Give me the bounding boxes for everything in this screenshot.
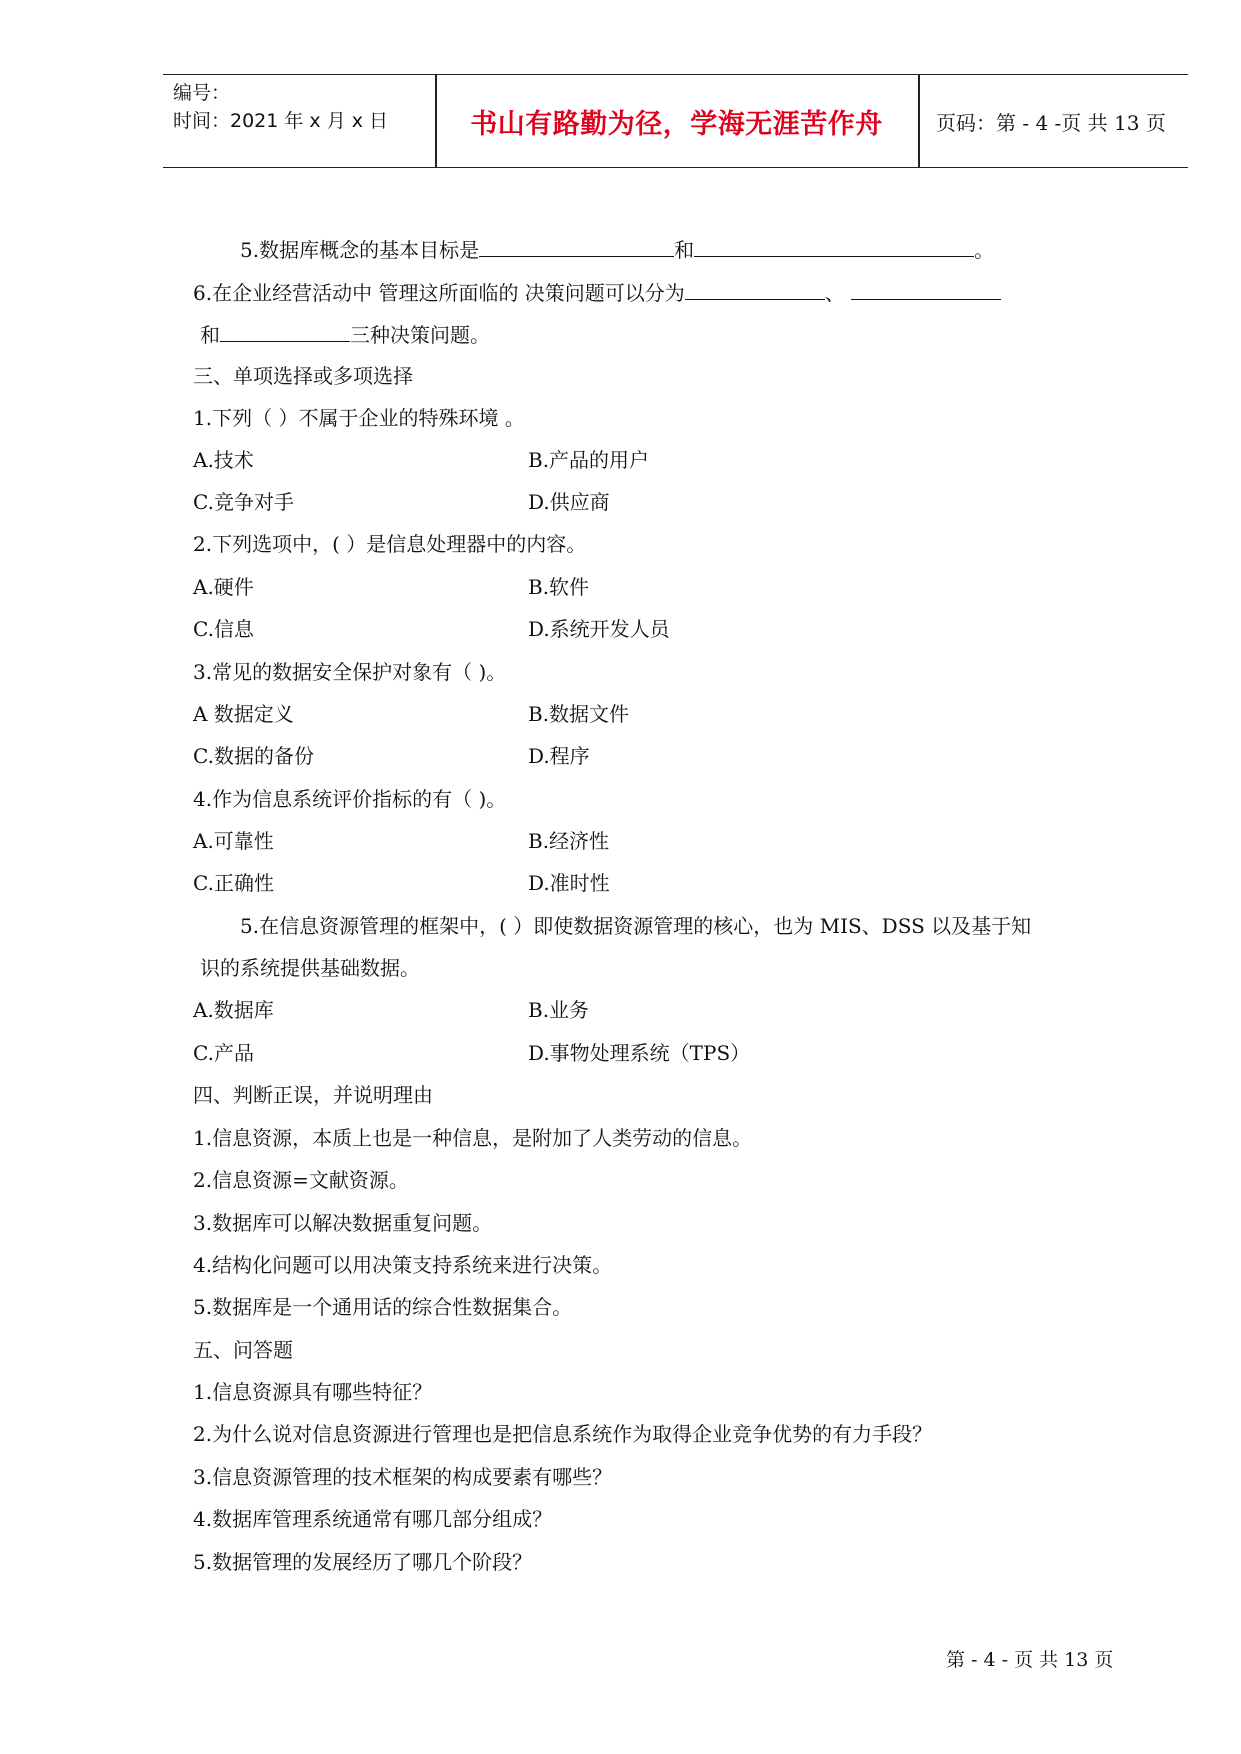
question-3-options-cd: [193, 742, 590, 770]
question-2-options-ab: [193, 573, 590, 601]
option-d[interactable]: D.事物处理系统（TPS）: [528, 1041, 751, 1065]
option-d[interactable]: D.供应商: [528, 490, 610, 514]
essay-item: 1.信息资源具有哪些特征？: [193, 1380, 433, 1404]
question-5-options-ab: [193, 996, 590, 1024]
option-b[interactable]: B.经济性: [528, 829, 610, 853]
question-5-stem: 5.在信息资源管理的框架中，( ）即使数据资源管理的核心，也为 MIS、DSS 以及基于知: [240, 914, 1032, 938]
question-4-options-cd: [193, 869, 610, 897]
question-5-options-cd: [193, 1039, 751, 1067]
judge-item: 3.数据库可以解决数据重复问题。: [193, 1211, 493, 1235]
option-b[interactable]: B.软件: [528, 575, 590, 599]
option-d[interactable]: D.准时性: [528, 871, 610, 895]
option-a[interactable]: A.数据库: [193, 998, 274, 1022]
section-3-title: 三、单项选择或多项选择: [193, 364, 413, 388]
header-page-info: 页码：第 - 4 -页 共 13 页: [936, 110, 1166, 135]
question-2-options-cd: [193, 615, 670, 643]
question-1-stem: 1.下列（ ）不属于企业的特殊环境 。: [193, 406, 525, 430]
header-time-label: 时间：2021 年 x 月 x 日: [173, 110, 389, 132]
answer-blank[interactable]: [685, 279, 825, 300]
header-motto: 书山有路勤为径，学海无涯苦作舟: [470, 108, 883, 140]
question-1-options-cd: [193, 488, 610, 516]
fill-question-6-cont: [200, 321, 490, 349]
essay-item: 4.数据库管理系统通常有哪几部分组成？: [193, 1507, 553, 1531]
document-header: [163, 74, 1188, 168]
answer-blank[interactable]: [851, 279, 1001, 300]
question-2-stem: 2.下列选项中，( ）是信息处理器中的内容。: [193, 532, 587, 556]
question-4-stem: 4.作为信息系统评价指标的有（ )。: [193, 787, 507, 811]
fill-q5-end: 。: [974, 238, 995, 262]
option-c[interactable]: C.数据的备份: [193, 744, 314, 768]
page-footer: 第 - 4 - 页 共 13 页: [946, 1649, 1114, 1671]
option-c[interactable]: C.竞争对手: [193, 490, 294, 514]
essay-item: 2.为什么说对信息资源进行管理也是把信息系统作为取得企业竞争优势的有力手段？: [193, 1422, 933, 1446]
answer-blank[interactable]: [220, 321, 350, 342]
option-b[interactable]: B.数据文件: [528, 702, 630, 726]
option-b[interactable]: B.业务: [528, 998, 590, 1022]
fill-q6-and: 和: [200, 323, 220, 347]
option-a[interactable]: A.技术: [193, 448, 254, 472]
fill-question-5: [240, 236, 994, 264]
option-a[interactable]: A.硬件: [193, 575, 254, 599]
essay-item: 5.数据管理的发展经历了哪几个阶段？: [193, 1550, 533, 1574]
judge-item: 4.结构化问题可以用决策支持系统来进行决策。: [193, 1253, 613, 1277]
header-number-label: 编号：: [173, 82, 231, 104]
section-4-title: 四、判断正误，并说明理由: [193, 1083, 433, 1107]
option-c[interactable]: C.产品: [193, 1041, 254, 1065]
fill-question-6: [193, 279, 1001, 307]
judge-item: 5.数据库是一个通用话的综合性数据集合。: [193, 1295, 573, 1319]
fill-q5-text: 5.数据库概念的基本目标是: [240, 238, 480, 262]
answer-blank[interactable]: [694, 236, 974, 257]
fill-q5-and: 和: [674, 238, 695, 262]
option-c[interactable]: C.信息: [193, 617, 254, 641]
question-1-options-ab: [193, 446, 650, 474]
option-b[interactable]: B.产品的用户: [528, 448, 650, 472]
option-d[interactable]: D.系统开发人员: [528, 617, 670, 641]
essay-item: 3.信息资源管理的技术框架的构成要素有哪些？: [193, 1465, 613, 1489]
option-a[interactable]: A.可靠性: [193, 829, 274, 853]
answer-blank[interactable]: [479, 236, 674, 257]
fill-q6-text: 6.在企业经营活动中 管理这所面临的 决策问题可以分为: [193, 281, 685, 305]
option-a[interactable]: A 数据定义: [193, 702, 294, 726]
question-4-options-ab: [193, 827, 610, 855]
question-5-stem-cont: 识的系统提供基础数据。: [200, 956, 420, 980]
section-5-title: 五、问答题: [193, 1338, 293, 1362]
judge-item: 1.信息资源，本质上也是一种信息，是附加了人类劳动的信息。: [193, 1126, 753, 1150]
question-3-stem: 3.常见的数据安全保护对象有（ )。: [193, 660, 507, 684]
judge-item: 2.信息资源=文献资源。: [193, 1168, 409, 1192]
option-d[interactable]: D.程序: [528, 744, 590, 768]
fill-q6-sep: 、: [824, 281, 845, 305]
header-meta: [173, 79, 388, 135]
option-c[interactable]: C.正确性: [193, 871, 274, 895]
question-3-options-ab: [193, 700, 630, 728]
fill-q6-end: 三种决策问题。: [350, 323, 490, 347]
